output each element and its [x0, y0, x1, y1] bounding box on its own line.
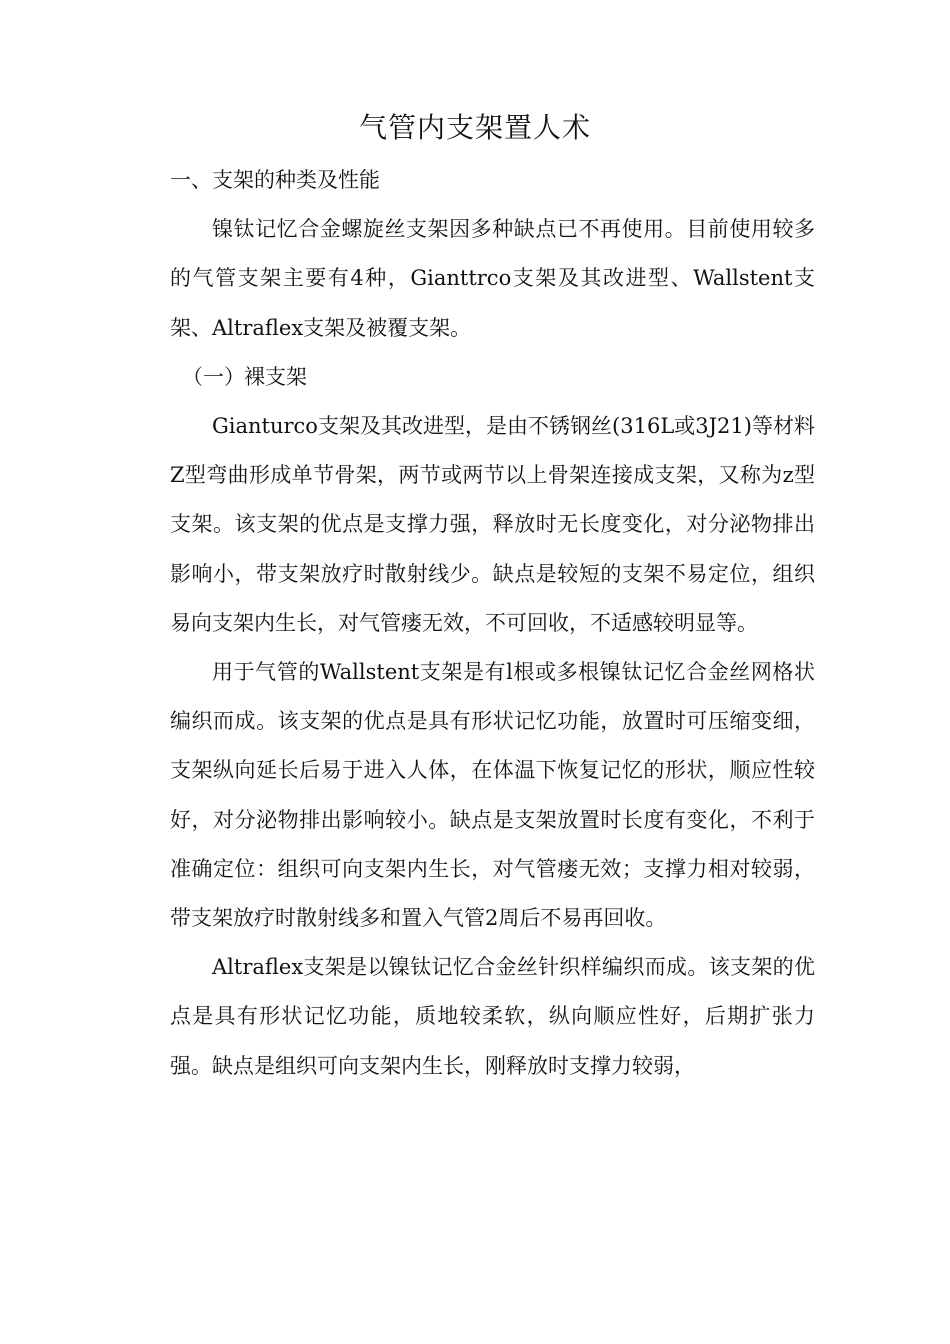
page-title: 气管内支架置人术	[358, 111, 591, 144]
paragraph-altraflex: Altraflex支架是以镍钛记忆合金丝针织样编织而成。该支架的优点是具有形状记忆功能，质地较柔软，纵向顺应性好，后期扩张力强。缺点是组织可向支架内生长，刚释放时支撑力较弱，	[170, 955, 815, 1078]
subsection-heading	[170, 353, 815, 402]
paragraph-gianturco: Gianturco支架及其改进型，是由不锈钢丝(316L或3J21)等材料Z型弯曲形成单节骨架，两节或两节以上骨架连接成支架，又称为z型支架。该支架的优点是支撑力强，释放时无长度变化，对分泌物排出影响小，带支架放疗时散射线少。缺点是较短的支架不易定位，组织易向支架内生长，对气管瘘无效，不可回收，不适感较明显等。	[170, 414, 815, 635]
section-heading: 一、支架的种类及性能	[170, 168, 380, 192]
document-body	[170, 156, 815, 1091]
intro-paragraph: 镍钛记忆合金螺旋丝支架因多种缺点已不再使用。目前使用较多的气管支架主要有4种，Gianttrco支架及其改进型、Wallstent支架、Altraflex支架及被覆支架。	[170, 217, 815, 340]
subsection-title: 裸支架	[244, 364, 307, 389]
subsection-number: （一）	[182, 364, 245, 389]
paragraph-wallstent: 用于气管的Wallstent支架是有l根或多根镍钛记忆合金丝网格状编织而成。该支架的优点是具有形状记忆功能，放置时可压缩变细，支架纵向延长后易于进入人体，在体温下恢复记忆的形状，顺应性较好，对分泌物排出影响较小。缺点是支架放置时长度有变化，不利于准确定位：组织可向支架内生长，对气管瘘无效；支撑力相对较弱，带支架放疗时散射线多和置入气管2周后不易再回收。	[170, 660, 815, 931]
